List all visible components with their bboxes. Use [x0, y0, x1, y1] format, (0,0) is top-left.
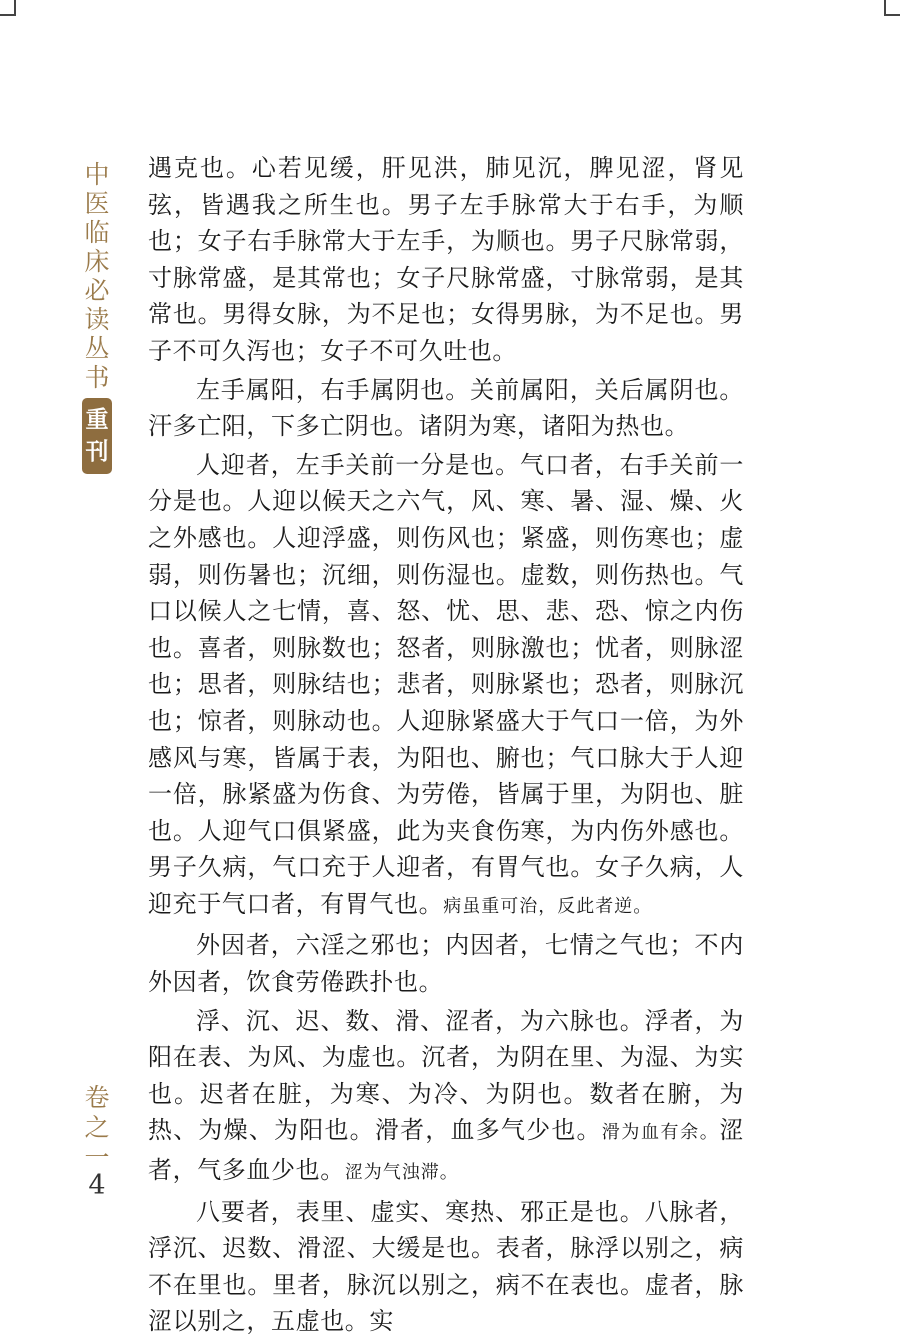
series-title-char: 医	[84, 189, 110, 218]
paragraph: 左手属阳，右手属阴也。关前属阳，关后属阴也。汗多亡阳，下多亡阴也。诸阴为寒，诸阳为热也。	[148, 375, 744, 441]
crop-mark-top-right	[884, 0, 900, 16]
series-seal-char: 刊	[85, 438, 109, 465]
series-title	[80, 160, 114, 474]
paragraph: 外因者，六淫之邪也；内因者，七情之气也；不内外因者，饮食劳倦跌扑也。	[148, 931, 744, 997]
series-title-char: 读	[84, 305, 110, 334]
volume-label	[80, 1083, 114, 1173]
series-title-char: 床	[84, 247, 110, 276]
annotation: 涩为气浊滞。	[344, 1162, 459, 1184]
page-number: 4	[88, 1170, 106, 1201]
series-title-char: 必	[84, 276, 110, 305]
page-body	[148, 150, 744, 1340]
series-title-char: 丛	[84, 334, 110, 363]
annotation: 滑为血有余。	[601, 1122, 720, 1144]
volume-label-char: 一	[84, 1143, 110, 1172]
series-title-char: 中	[84, 160, 110, 189]
annotation: 病虽重可治，反此者逆。	[443, 895, 653, 917]
paragraph: 人迎者，左手关前一分是也。气口者，右手关前一分是也。人迎以候天之六气，风、寒、暑、湿、燥、火之外感也。人迎浮盛，则伤风也；紧盛，则伤寒也；虚弱，则伤暑也；沉细，则伤湿也。虚数，则伤热也。气口以候人之七情，喜、怒、忧、思、悲、恐、惊之内伤也。喜者，则脉数也；怒者，则脉激也；忧者，则脉涩也；思者，则脉结也；悲者，则脉紧也；恐者，则脉沉也；惊者，则脉动也。人迎脉紧盛大于气口一倍，为外感风与寒，皆属于表，为阳也、腑也；气口脉大于人迎一倍，脉紧盛为伤食、为劳倦，皆属于里，为阴也、脏也。人迎气口俱紧盛，此为夹食伤寒，为内伤外感也。男子久病，气口充于人迎者，有胃气也。女子久病，人迎充于气口者，有胃气也。病虽重可治，反此者逆。	[148, 450, 744, 918]
volume-label-char: 之	[84, 1113, 110, 1142]
series-seal	[82, 398, 112, 474]
series-seal-char: 重	[85, 406, 109, 433]
series-title-char: 书	[84, 363, 110, 392]
paragraph: 遇克也。心若见缓，肝见洪，肺见沉，脾见涩，肾见弦，皆遇我之所生也。男子左手脉常大于右手，为顺也；女子右手脉常大于左手，为顺也。男子尺脉常弱，寸脉常盛，是其常也；女子尺脉常盛，寸脉常弱，是其常也。男得女脉，为不足也；女得男脉，为不足也。男子不可久泻也；女子不可久吐也。	[148, 154, 744, 365]
volume-label-char: 卷	[84, 1083, 110, 1112]
series-title-char: 临	[84, 218, 110, 247]
paragraph: 浮、沉、迟、数、滑、涩者，为六脉也。浮者，为阳在表、为风、为虚也。沉者，为阴在里、为湿、为实也。迟者在脏，为寒、为冷、为阴也。数者在腑，为热、为燥、为阳也。滑者，血多气少也。滑为血有余。涩者，气多血少也。涩为气浊滞。	[148, 1006, 744, 1185]
paragraph: 八要者，表里、虚实、寒热、邪正是也。八脉者，浮沉、迟数、滑涩、大缓是也。表者，脉浮以别之，病不在里也。里者，脉沉以别之，病不在表也。虚者，脉涩以别之，五虚也。实	[148, 1197, 744, 1336]
crop-mark-top-left	[0, 0, 16, 16]
